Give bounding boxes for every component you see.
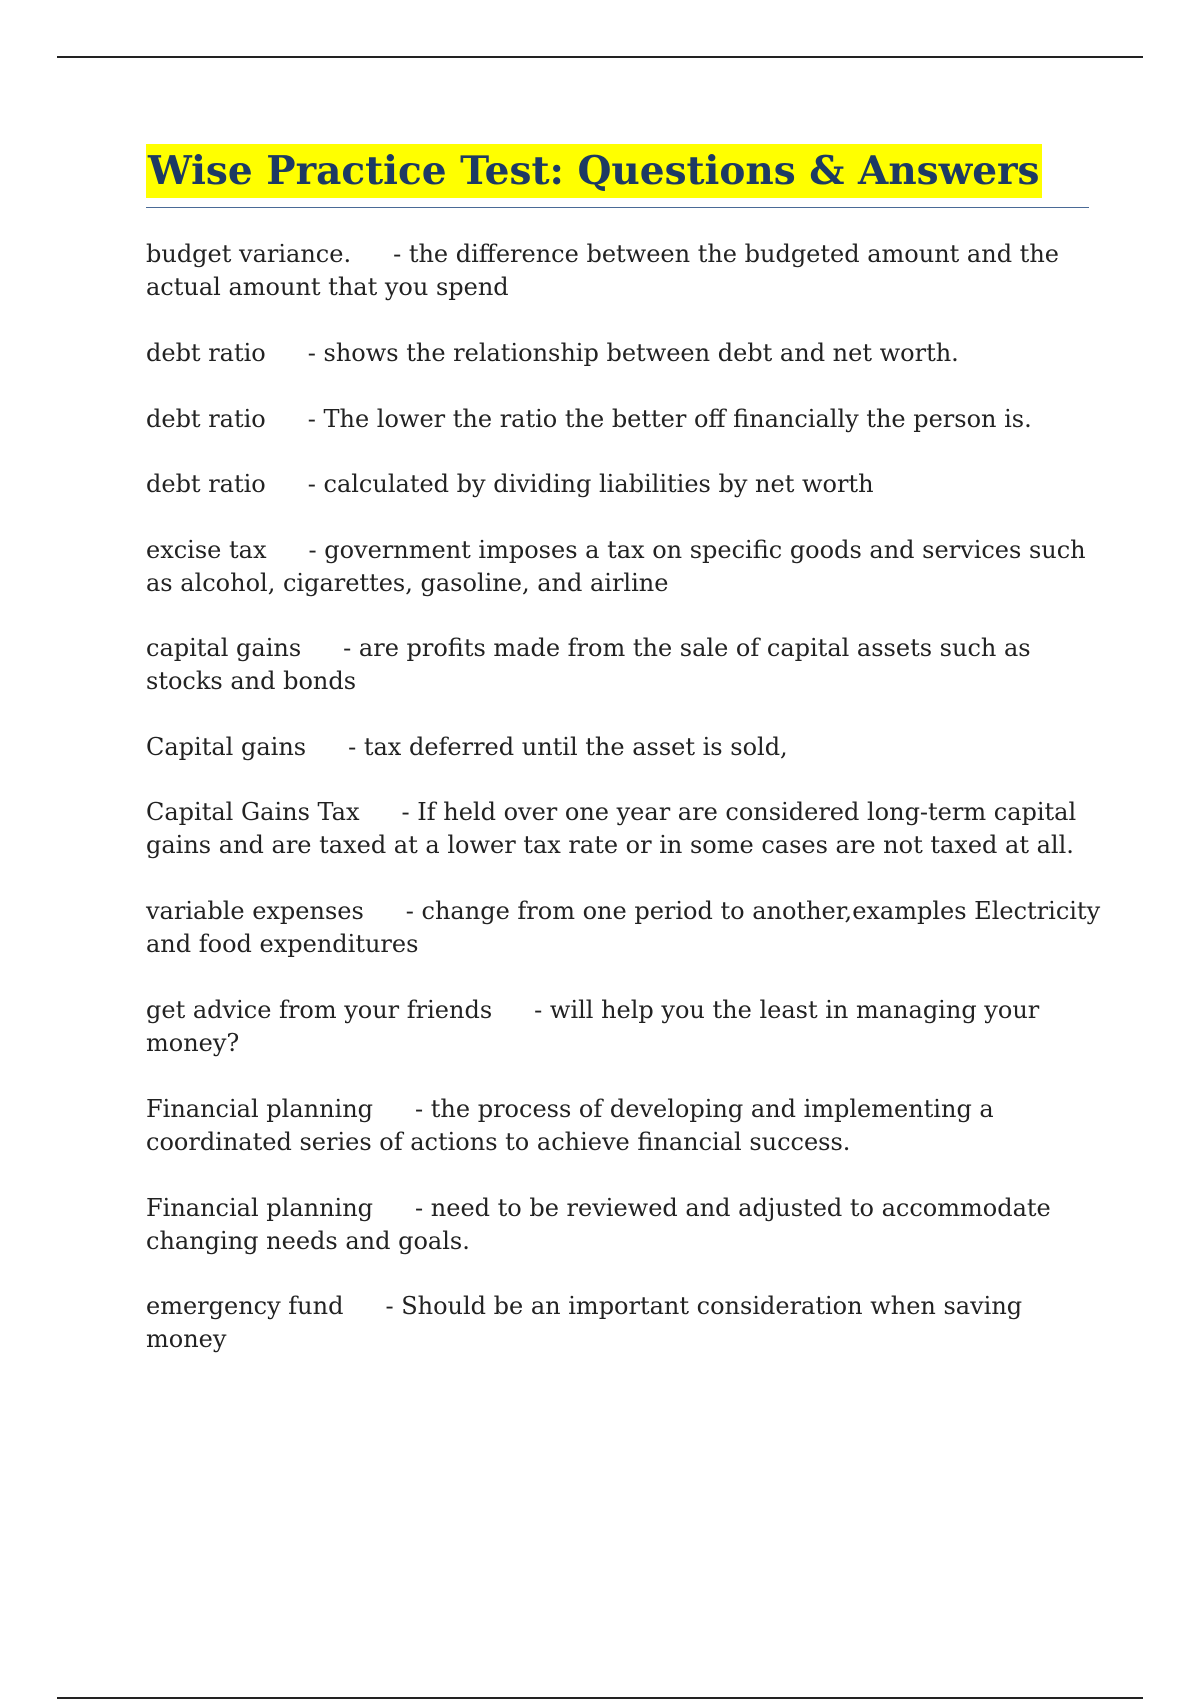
qa-term: capital gains xyxy=(146,634,302,662)
qa-term: Financial planning xyxy=(146,1194,374,1222)
qa-term: budget variance. xyxy=(146,240,352,268)
qa-entry xyxy=(146,1290,1101,1356)
qa-term: Capital gains xyxy=(146,733,307,761)
qa-definition: - calculated by dividing liabilities by net worth xyxy=(307,470,874,498)
qa-entry xyxy=(146,337,1101,370)
qa-definition: - tax deferred until the asset is sold, xyxy=(348,733,788,761)
qa-definition: - If held over one year are considered long-term capital gains and are taxed at a lower tax rate or in some cases are not taxed at all. xyxy=(146,798,1077,859)
qa-entry xyxy=(146,403,1101,436)
top-divider xyxy=(57,56,1143,58)
qa-term: debt ratio xyxy=(146,339,266,367)
qa-entry xyxy=(146,994,1101,1060)
document-title: Wise Practice Test: Questions & Answers xyxy=(146,144,1042,198)
qa-term: excise tax xyxy=(146,536,267,564)
qa-list xyxy=(146,238,1101,1356)
qa-definition: - are profits made from the sale of capital assets such as stocks and bonds xyxy=(146,634,1031,695)
bottom-divider xyxy=(57,1697,1143,1699)
qa-definition: - need to be reviewed and adjusted to accommodate changing needs and goals. xyxy=(146,1194,1051,1255)
qa-definition: - shows the relationship between debt and net worth. xyxy=(307,339,959,367)
qa-entry xyxy=(146,796,1101,862)
qa-term: get advice from your friends xyxy=(146,996,493,1024)
qa-entry xyxy=(146,731,1101,764)
qa-entry xyxy=(146,632,1101,698)
qa-entry xyxy=(146,1192,1101,1258)
qa-definition: - The lower the ratio the better off financially the person is. xyxy=(307,405,1032,433)
qa-entry xyxy=(146,238,1101,304)
qa-definition: - government imposes a tax on specific goods and services such as alcohol, cigarettes, gasoline, and airline xyxy=(146,536,1086,597)
qa-entry xyxy=(146,895,1101,961)
qa-definition: - the difference between the budgeted amount and the actual amount that you spend xyxy=(146,240,1059,301)
qa-term: variable expenses xyxy=(146,897,364,925)
qa-definition: - will help you the least in managing your money? xyxy=(146,996,1040,1057)
qa-entry xyxy=(146,468,1101,501)
title-block xyxy=(146,144,1089,208)
qa-entry xyxy=(146,534,1101,600)
qa-definition: - Should be an important consideration when saving money xyxy=(146,1292,1023,1353)
qa-term: Financial planning xyxy=(146,1095,374,1123)
qa-definition: - change from one period to another,examples Electricity and food expenditures xyxy=(146,897,1101,958)
qa-term: debt ratio xyxy=(146,470,266,498)
qa-term: emergency fund xyxy=(146,1292,344,1320)
qa-definition: - the process of developing and implementing a coordinated series of actions to achieve financial success. xyxy=(146,1095,994,1156)
qa-entry xyxy=(146,1093,1101,1159)
qa-term: Capital Gains Tax xyxy=(146,798,360,826)
qa-term: debt ratio xyxy=(146,405,266,433)
